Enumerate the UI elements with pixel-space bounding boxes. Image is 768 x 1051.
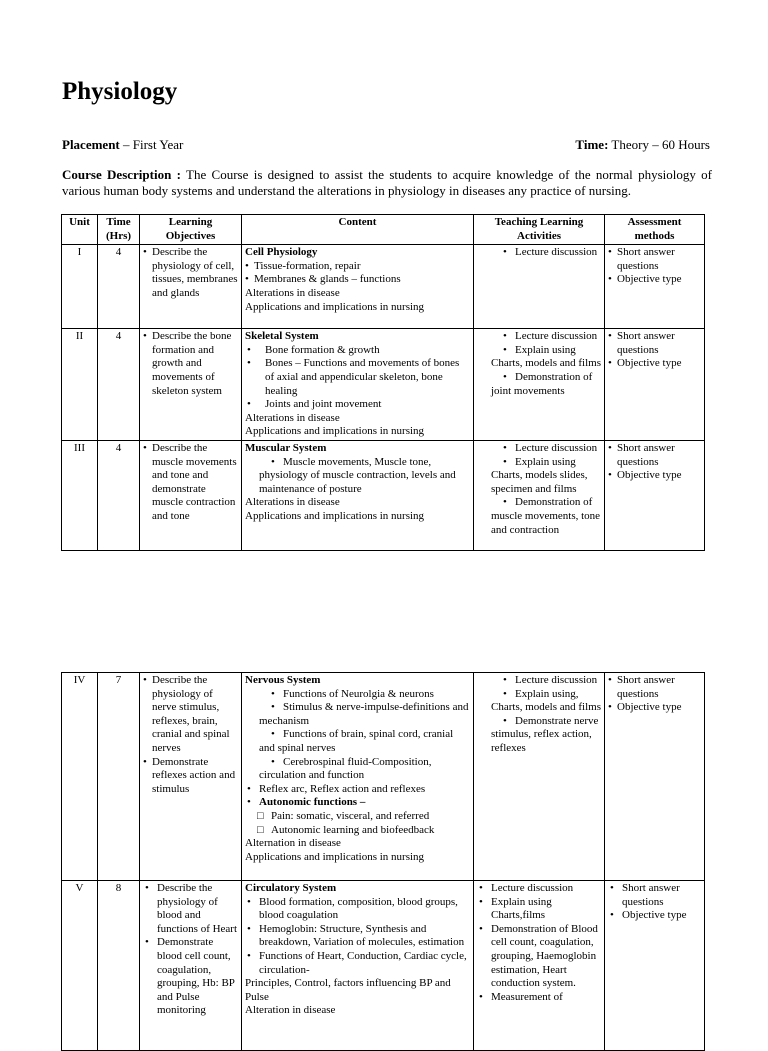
objectives-cell: [140, 881, 242, 1051]
assessment-cell: [605, 329, 705, 441]
objectives-cell: [140, 440, 242, 550]
list-item: • Objective type: [608, 357, 701, 371]
table-row: [62, 673, 705, 881]
objectives-cell: [140, 673, 242, 881]
list-item: • Demonstration of muscle movements, tone and contraction: [477, 496, 601, 537]
list-item: • Objective type: [608, 469, 701, 483]
content-heading: Skeletal System: [245, 330, 319, 343]
course-description-label: Course Description :: [62, 167, 181, 182]
syllabus-table-2: [61, 672, 705, 1051]
list-item: • Objective type: [608, 701, 701, 715]
content-cell: [242, 329, 474, 441]
list-item: • Explain using Charts,films: [477, 896, 601, 923]
list-item: • Demonstration of joint movements: [477, 371, 601, 398]
header-assessment: Assessment methods: [605, 215, 705, 245]
header-unit: Unit: [62, 215, 98, 245]
list-item: • Describe the physiology of blood and functions of Heart: [143, 882, 238, 936]
content-heading: Circulatory System: [245, 882, 337, 894]
list-item: • Describe the bone formation and growth and movements of skeleton system: [143, 330, 238, 398]
objectives-cell: [140, 329, 242, 441]
content-cell: [242, 673, 474, 881]
unit-cell: III: [62, 440, 98, 550]
assessment-cell: [605, 440, 705, 550]
list-item: • Cerebrospinal fluid-Composition, circulation and function: [245, 756, 470, 783]
table-header-row: [62, 215, 705, 245]
list-item: • Describe the physiology of nerve stimulus, reflexes, brain, cranial and spinal nerves: [143, 674, 238, 756]
list-item: • Measurement of: [477, 991, 601, 1005]
header-content: Content: [242, 215, 474, 245]
time-cell: 4: [98, 440, 140, 550]
list-item: • Explain using, Charts, models and films: [477, 688, 601, 715]
teaching-cell: [474, 881, 605, 1051]
list-item: • Functions of Neurolgia & neurons: [245, 688, 470, 702]
list-item: • Lecture discussion: [477, 882, 601, 896]
header-teaching: Teaching Learning Activities: [474, 215, 605, 245]
time-cell: 4: [98, 245, 140, 329]
unit-cell: IV: [62, 673, 98, 881]
list-item: • Explain using Charts, models and films: [477, 344, 601, 371]
list-item: • Explain using Charts, models slides, specimen and films: [477, 456, 601, 497]
list-item: • Demonstrate blood cell count, coagulation, grouping, Hb: BP and Pulse monitoring: [143, 936, 238, 1018]
content-heading: Nervous System: [245, 674, 321, 686]
course-description-text: The Course is designed to assist the students to acquire knowledge of the normal physiology of various human body systems and understand the alterations in physiology in diseases any practice of nursing.: [62, 167, 712, 198]
list-item: • Muscle movements, Muscle tone, physiology of muscle contraction, levels and maintenance of posture: [245, 456, 470, 497]
list-item: • Tissue-formation, repair: [245, 260, 470, 274]
content-note: Alterations in disease: [245, 411, 340, 424]
content-cell: [242, 245, 474, 329]
list-item: • Membranes & glands – functions: [245, 273, 470, 287]
list-item: • Describe the muscle movements and tone and demonstrate muscle contraction and tone: [143, 442, 238, 524]
teaching-cell: [474, 245, 605, 329]
list-item: • Objective type: [608, 909, 701, 923]
list-item: • Objective type: [608, 273, 701, 287]
time-label: Time:: [575, 137, 609, 152]
table-row: [62, 329, 705, 441]
content-heading: Cell Physiology: [245, 246, 318, 259]
list-item: • Reflex arc, Reflex action and reflexes: [245, 783, 470, 797]
objectives-cell: [140, 245, 242, 329]
course-description: [62, 167, 712, 199]
teaching-cell: [474, 329, 605, 441]
list-item: • Short answer questions: [608, 246, 701, 273]
header-objectives: Learning Objectives: [140, 215, 242, 245]
content-note: Alterations in disease: [245, 496, 340, 509]
list-item: [245, 796, 470, 810]
list-item: • Short answer questions: [608, 674, 701, 701]
list-item: • Blood formation, composition, blood groups, blood coagulation: [245, 896, 470, 923]
list-item: • Hemoglobin: Structure, Synthesis and breakdown, Variation of molecules, estimation: [245, 923, 470, 950]
list-item: • Stimulus & nerve-impulse-definitions and mechanism: [245, 701, 470, 728]
table-row: [62, 881, 705, 1051]
list-item: • Functions of Heart, Conduction, Cardiac cycle, circulation-: [245, 950, 470, 977]
unit-cell: I: [62, 245, 98, 329]
syllabus-table-1: [61, 214, 705, 551]
list-item: • Functions of brain, spinal cord, cranial and spinal nerves: [245, 728, 470, 755]
list-item: • Bone formation & growth: [245, 344, 470, 358]
list-item: • Demonstration of Blood cell count, coagulation, grouping, Haemoglobin estimation, Heart conduction system.: [477, 923, 601, 991]
assessment-cell: [605, 245, 705, 329]
time-cell: 4: [98, 329, 140, 441]
content-heading: Muscular System: [245, 441, 327, 454]
checkbox-bullet-item: □ Pain: somatic, visceral, and referred: [245, 810, 470, 824]
list-item: • Demonstrate reflexes action and stimulus: [143, 756, 238, 797]
unit-cell: V: [62, 881, 98, 1051]
content-note: Applications and implications in nursing: [245, 850, 425, 863]
content-note: Alternation in disease: [245, 837, 341, 850]
time-cell: 7: [98, 673, 140, 881]
list-item: • Lecture discussion: [477, 246, 601, 260]
list-item: • Bones – Functions and movements of bones of axial and appendicular skeleton, bone healing: [245, 357, 470, 398]
teaching-cell: [474, 440, 605, 550]
time-value: Theory – 60 Hours: [608, 137, 710, 152]
unit-cell: II: [62, 329, 98, 441]
content-note: Applications and implications in nursing: [245, 425, 425, 438]
content-note: Alterations in disease: [245, 286, 340, 299]
list-item: • Lecture discussion: [477, 330, 601, 344]
list-item: • Short answer questions: [608, 882, 701, 909]
content-cell: [242, 881, 474, 1051]
list-item: • Short answer questions: [608, 442, 701, 469]
table-row: [62, 440, 705, 550]
assessment-cell: [605, 881, 705, 1051]
page-title: Physiology: [62, 78, 178, 105]
placement-label: Placement: [62, 137, 120, 152]
content-note: Applications and implications in nursing: [245, 300, 425, 313]
header-time: Time (Hrs): [98, 215, 140, 245]
checkbox-bullet-item: □ Autonomic learning and biofeedback: [245, 824, 470, 838]
table-row: [62, 245, 705, 329]
assessment-cell: [605, 673, 705, 881]
content-note: Alteration in disease: [245, 1004, 336, 1017]
placement-value: First Year: [132, 137, 184, 152]
list-item: • Short answer questions: [608, 330, 701, 357]
placement-sep: –: [119, 137, 133, 152]
time-allocation: [575, 137, 710, 153]
teaching-cell: [474, 673, 605, 881]
list-item: • Describe the physiology of cell, tissues, membranes and glands: [143, 246, 238, 300]
placement: [62, 137, 183, 153]
list-item: • Joints and joint movement: [245, 398, 470, 412]
time-cell: 8: [98, 881, 140, 1051]
list-item: • Lecture discussion: [477, 674, 601, 688]
content-note: Principles, Control, factors influencing BP and Pulse: [245, 977, 451, 1003]
list-item: • Demonstrate nerve stimulus, reflex action, reflexes: [477, 715, 601, 756]
autonomic-heading: Autonomic functions –: [259, 796, 366, 809]
list-item: • Lecture discussion: [477, 442, 601, 456]
content-cell: [242, 440, 474, 550]
content-note: Applications and implications in nursing: [245, 509, 425, 522]
